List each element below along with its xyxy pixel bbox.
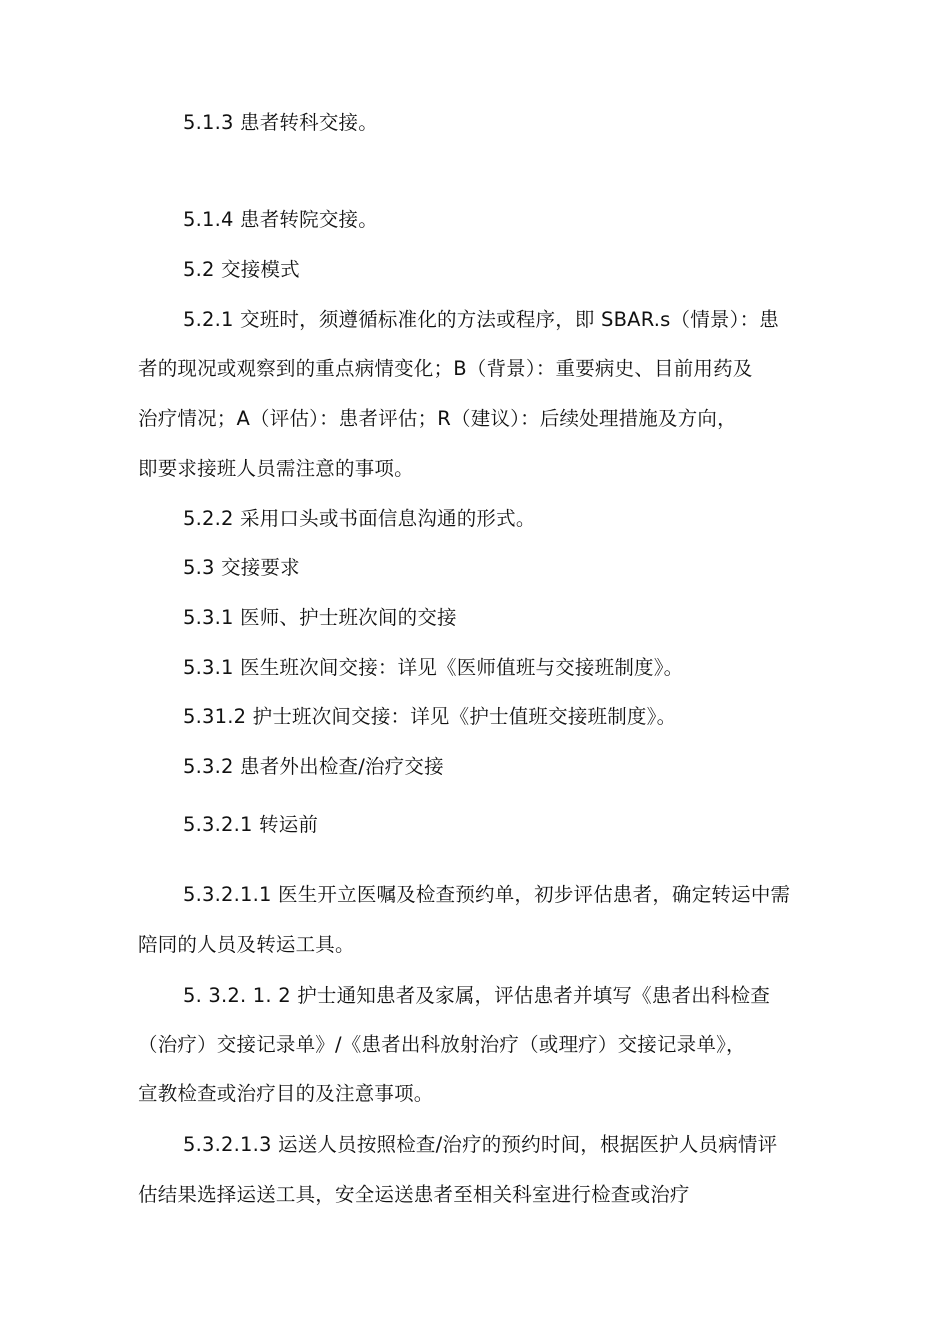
paragraph-5-3-2-1-3-line-1: 5.3.2.1.3 运送人员按照检查/治疗的预约时间，根据医护人员病情评 (183, 1133, 778, 1156)
paragraph-5-3-2-1-2-line-3: 宣教检查或治疗目的及注意事项。 (138, 1082, 434, 1105)
paragraph-5-3-1-doctor: 5.3.1 医生班次间交接：详见《医师值班与交接班制度》。 (183, 656, 684, 679)
paragraph-5-3-2-1-1-line-2: 陪同的人员及转运工具。 (138, 933, 355, 956)
paragraph-5-3-2-1-1-line-1: 5.3.2.1.1 医生开立医嘱及检查预约单，初步评估患者，确定转运中需 (183, 883, 791, 906)
paragraph-5-2-1-line-1: 5.2.1 交班时，须遵循标准化的方法或程序，即 SBAR.s（情景）：患 (183, 308, 779, 331)
paragraph-5-2-1-line-4: 即要求接班人员需注意的事项。 (138, 457, 414, 480)
paragraph-5-3-2-1-3-line-2: 估结果选择运送工具，安全运送患者至相关科室进行检查或治疗 (138, 1183, 690, 1206)
heading-5-3-2: 5.3.2 患者外出检查/治疗交接 (183, 755, 444, 778)
paragraph-5-3-2-1-2-line-1: 5. 3.2. 1. 2 护士通知患者及家属，评估患者并填写《患者出科检查 (183, 984, 771, 1007)
paragraph-5-1-4: 5.1.4 患者转院交接。 (183, 208, 378, 231)
paragraph-5-2-2: 5.2.2 采用口头或书面信息沟通的形式。 (183, 507, 536, 530)
paragraph-5-2-1-line-2: 者的现况或观察到的重点病情变化；B（背景）：重要病史、目前用药及 (138, 357, 753, 380)
paragraph-5-3-2-1-2-line-2: （治疗）交接记录单》/《患者出科放射治疗（或理疗）交接记录单》， (138, 1033, 746, 1056)
paragraph-5-2-1-line-3: 治疗情况；A（评估）：患者评估；R（建议）：后续处理措施及方向， (138, 407, 737, 430)
paragraph-5-3-1-2-nurse: 5.31.2 护士班次间交接：详见《护士值班交接班制度》。 (183, 705, 677, 728)
paragraph-5-1-3: 5.1.3 患者转科交接。 (183, 111, 378, 134)
heading-5-3-2-1: 5.3.2.1 转运前 (183, 813, 319, 836)
heading-5-3: 5.3 交接要求 (183, 556, 300, 579)
heading-5-3-1: 5.3.1 医师、护士班次间的交接 (183, 606, 457, 629)
heading-5-2: 5.2 交接模式 (183, 258, 300, 281)
